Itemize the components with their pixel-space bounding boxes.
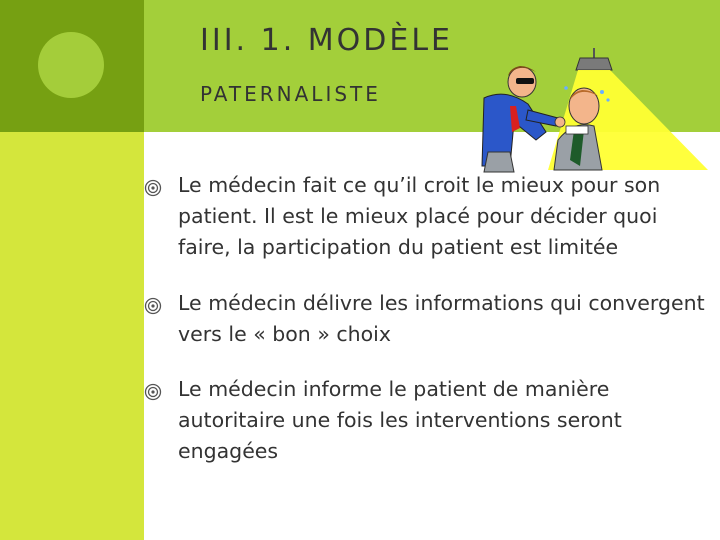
slide-title: [200, 18, 453, 114]
bullet-text-1: Le médecin fait ce qu’il croit le mieux pour son patient. Il est le mieux placé pour décider quoi faire, la participation du patient est limitée: [178, 173, 661, 259]
title-line-1: III. 1. MODÈLE: [200, 23, 453, 58]
left-sidebar-bottom: [0, 132, 144, 540]
bullet-text-3: Le médecin informe le patient de manière autoritaire une fois les interventions seront engagées: [178, 377, 622, 463]
bullet-target-icon: [144, 179, 162, 197]
interrogation-clipart: [462, 48, 712, 178]
bullet-target-icon: [144, 297, 162, 315]
bullet-target-icon: [144, 383, 162, 401]
title-line-2: PATERNALISTE: [200, 82, 381, 106]
decorative-circle: [38, 32, 104, 98]
bullet-text-2: Le médecin délivre les informations qui convergent vers le « bon » choix: [178, 291, 705, 346]
